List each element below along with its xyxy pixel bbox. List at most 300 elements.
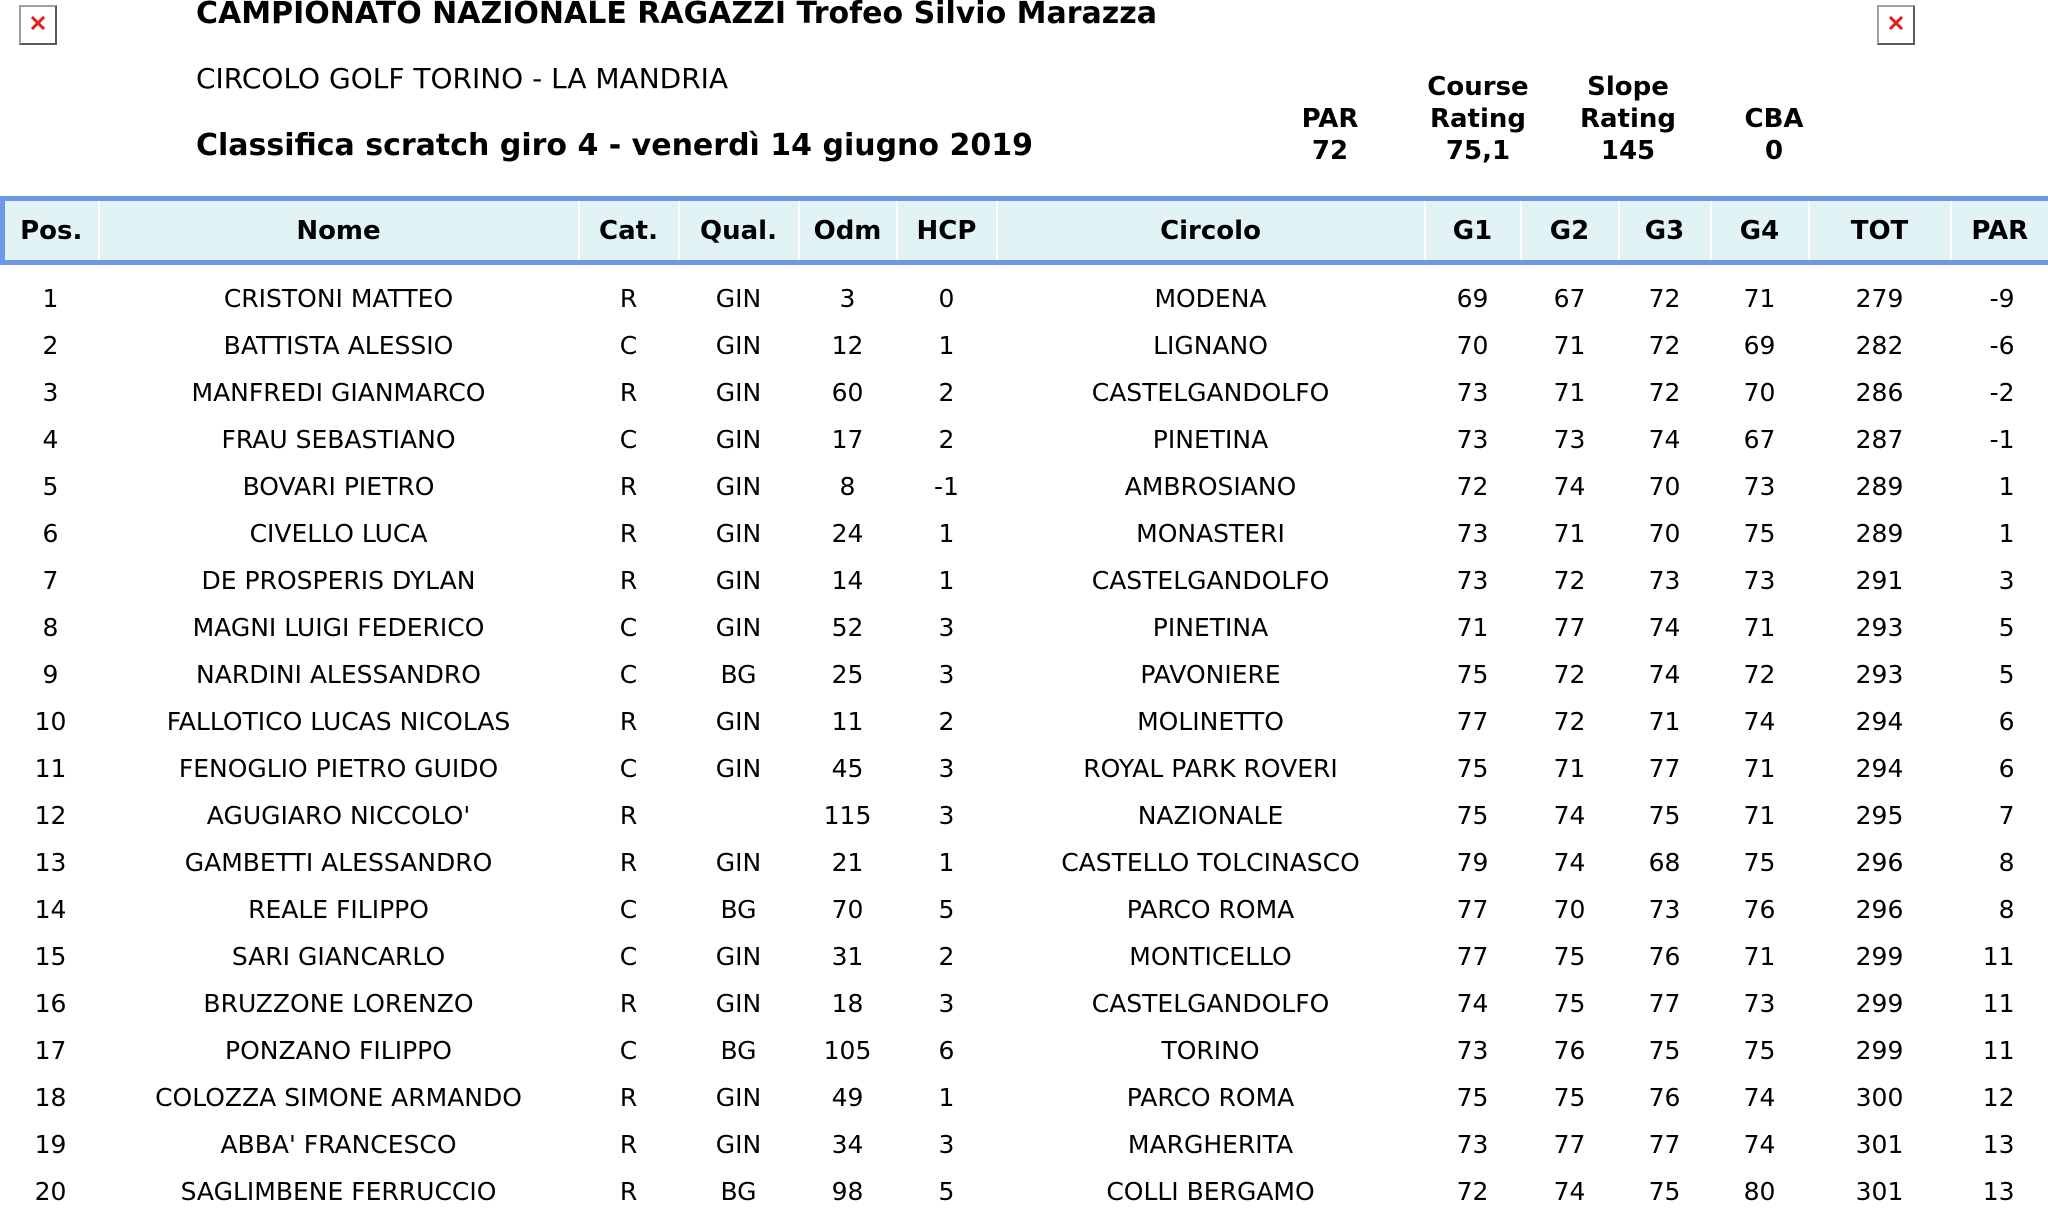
- cell-circolo: CASTELLO TOLCINASCO: [997, 839, 1425, 886]
- cell-pos: 6: [3, 510, 99, 557]
- table-row: [3, 322, 2048, 369]
- cell-cat: R: [579, 839, 679, 886]
- broken-image-icon: [19, 5, 57, 45]
- cell-nome: COLOZZA SIMONE ARMANDO: [99, 1074, 579, 1121]
- cell-g1: 75: [1425, 1074, 1521, 1121]
- cell-g1: 73: [1425, 1027, 1521, 1074]
- cell-g2: 70: [1521, 886, 1619, 933]
- tournament-title: CAMPIONATO NAZIONALE RAGAZZI Trofeo Silvio Marazza: [196, 0, 1157, 32]
- cell-par: 13: [1951, 1121, 2048, 1168]
- cell-cat: C: [579, 1027, 679, 1074]
- cell-g4: 74: [1711, 1121, 1809, 1168]
- cell-pos: 20: [3, 1168, 99, 1215]
- cell-g4: 73: [1711, 557, 1809, 604]
- cell-g3: 70: [1619, 463, 1711, 510]
- cell-cat: R: [579, 1121, 679, 1168]
- table-row: [3, 933, 2048, 980]
- cell-g2: 74: [1521, 839, 1619, 886]
- stat-course-rating-label-1: Course: [1398, 71, 1558, 103]
- cell-g1: 70: [1425, 322, 1521, 369]
- cell-nome: GAMBETTI ALESSANDRO: [99, 839, 579, 886]
- cell-hcp: 3: [897, 792, 997, 839]
- cell-hcp: 3: [897, 604, 997, 651]
- cell-qual: GIN: [679, 604, 799, 651]
- cell-g4: 76: [1711, 886, 1809, 933]
- cell-qual: BG: [679, 651, 799, 698]
- cell-pos: 18: [3, 1074, 99, 1121]
- cell-qual: GIN: [679, 557, 799, 604]
- cell-g1: 75: [1425, 651, 1521, 698]
- cell-hcp: 2: [897, 416, 997, 463]
- cell-g4: 73: [1711, 463, 1809, 510]
- cell-odm: 8: [799, 463, 897, 510]
- stat-par-value: 72: [1250, 135, 1410, 167]
- cell-odm: 14: [799, 557, 897, 604]
- col-header-nome: Nome: [99, 199, 579, 263]
- cell-cat: R: [579, 792, 679, 839]
- cell-g1: 73: [1425, 510, 1521, 557]
- cell-g3: 68: [1619, 839, 1711, 886]
- cell-tot: 289: [1809, 463, 1951, 510]
- col-header-hcp: HCP: [897, 199, 997, 263]
- cell-nome: BOVARI PIETRO: [99, 463, 579, 510]
- cell-pos: 1: [3, 263, 99, 323]
- cell-tot: 293: [1809, 651, 1951, 698]
- cell-nome: FENOGLIO PIETRO GUIDO: [99, 745, 579, 792]
- col-header-g3: G3: [1619, 199, 1711, 263]
- cell-cat: R: [579, 1168, 679, 1215]
- table-row: [3, 745, 2048, 792]
- cell-par: 6: [1951, 745, 2048, 792]
- cell-cat: C: [579, 933, 679, 980]
- table-row: [3, 1027, 2048, 1074]
- cell-par: 11: [1951, 1027, 2048, 1074]
- cell-cat: C: [579, 604, 679, 651]
- cell-nome: MANFREDI GIANMARCO: [99, 369, 579, 416]
- cell-g2: 77: [1521, 604, 1619, 651]
- cell-g3: 72: [1619, 322, 1711, 369]
- cell-tot: 279: [1809, 263, 1951, 323]
- cell-g3: 77: [1619, 1121, 1711, 1168]
- cell-pos: 4: [3, 416, 99, 463]
- cell-g2: 72: [1521, 651, 1619, 698]
- cell-hcp: 0: [897, 263, 997, 323]
- cell-odm: 21: [799, 839, 897, 886]
- cell-odm: 70: [799, 886, 897, 933]
- cell-tot: 294: [1809, 745, 1951, 792]
- cell-odm: 18: [799, 980, 897, 1027]
- cell-g4: 80: [1711, 1168, 1809, 1215]
- col-header-g1: G1: [1425, 199, 1521, 263]
- cell-g3: 74: [1619, 604, 1711, 651]
- results-table: [0, 196, 2048, 1215]
- cell-circolo: CASTELGANDOLFO: [997, 980, 1425, 1027]
- cell-nome: MAGNI LUIGI FEDERICO: [99, 604, 579, 651]
- cell-qual: GIN: [679, 463, 799, 510]
- cell-qual: GIN: [679, 322, 799, 369]
- cell-odm: 12: [799, 322, 897, 369]
- results-body: [3, 263, 2048, 1215]
- cell-qual: GIN: [679, 263, 799, 323]
- cell-cat: R: [579, 369, 679, 416]
- cell-pos: 3: [3, 369, 99, 416]
- cell-circolo: LIGNANO: [997, 322, 1425, 369]
- cell-circolo: CASTELGANDOLFO: [997, 369, 1425, 416]
- col-header-tot: TOT: [1809, 199, 1951, 263]
- cell-g3: 74: [1619, 416, 1711, 463]
- cell-g2: 71: [1521, 369, 1619, 416]
- cell-g2: 76: [1521, 1027, 1619, 1074]
- cell-g3: 72: [1619, 263, 1711, 323]
- cell-pos: 16: [3, 980, 99, 1027]
- broken-image-icon: [1877, 5, 1915, 45]
- cell-tot: 287: [1809, 416, 1951, 463]
- cell-par: 13: [1951, 1168, 2048, 1215]
- cell-par: 11: [1951, 980, 2048, 1027]
- cell-qual: GIN: [679, 416, 799, 463]
- stat-par: [1250, 103, 1410, 167]
- cell-g1: 73: [1425, 416, 1521, 463]
- cell-g3: 70: [1619, 510, 1711, 557]
- cell-g4: 74: [1711, 1074, 1809, 1121]
- table-row: [3, 1074, 2048, 1121]
- cell-tot: 291: [1809, 557, 1951, 604]
- cell-circolo: PARCO ROMA: [997, 886, 1425, 933]
- col-header-cat: Cat.: [579, 199, 679, 263]
- cell-odm: 52: [799, 604, 897, 651]
- cell-par: -2: [1951, 369, 2048, 416]
- cell-g3: 75: [1619, 792, 1711, 839]
- cell-g1: 75: [1425, 792, 1521, 839]
- cell-tot: 299: [1809, 1027, 1951, 1074]
- table-row: [3, 980, 2048, 1027]
- cell-tot: 286: [1809, 369, 1951, 416]
- cell-par: 6: [1951, 698, 2048, 745]
- col-header-pos: Pos.: [3, 199, 99, 263]
- col-header-qual: Qual.: [679, 199, 799, 263]
- cell-tot: 300: [1809, 1074, 1951, 1121]
- cell-cat: C: [579, 886, 679, 933]
- cell-nome: PONZANO FILIPPO: [99, 1027, 579, 1074]
- cell-hcp: 3: [897, 651, 997, 698]
- table-row: [3, 463, 2048, 510]
- stat-slope-rating-label-1: Slope: [1548, 71, 1708, 103]
- cell-odm: 60: [799, 369, 897, 416]
- cell-g2: 72: [1521, 557, 1619, 604]
- cell-pos: 14: [3, 886, 99, 933]
- cell-odm: 49: [799, 1074, 897, 1121]
- cell-tot: 289: [1809, 510, 1951, 557]
- cell-g4: 70: [1711, 369, 1809, 416]
- cell-cat: R: [579, 557, 679, 604]
- cell-par: 7: [1951, 792, 2048, 839]
- cell-par: 1: [1951, 463, 2048, 510]
- cell-hcp: 1: [897, 322, 997, 369]
- cell-g1: 77: [1425, 886, 1521, 933]
- cell-g2: 75: [1521, 933, 1619, 980]
- cell-hcp: 5: [897, 1168, 997, 1215]
- cell-nome: ABBA' FRANCESCO: [99, 1121, 579, 1168]
- cell-g3: 74: [1619, 651, 1711, 698]
- table-row: [3, 651, 2048, 698]
- cell-g3: 77: [1619, 980, 1711, 1027]
- table-row: [3, 263, 2048, 323]
- cell-g1: 77: [1425, 933, 1521, 980]
- cell-pos: 17: [3, 1027, 99, 1074]
- cell-g3: 75: [1619, 1168, 1711, 1215]
- cell-circolo: MONTICELLO: [997, 933, 1425, 980]
- cell-odm: 98: [799, 1168, 897, 1215]
- cell-cat: R: [579, 263, 679, 323]
- cell-qual: GIN: [679, 933, 799, 980]
- cell-g1: 72: [1425, 1168, 1521, 1215]
- cell-odm: 45: [799, 745, 897, 792]
- cell-odm: 105: [799, 1027, 897, 1074]
- cell-nome: DE PROSPERIS DYLAN: [99, 557, 579, 604]
- table-row: [3, 839, 2048, 886]
- table-row: [3, 1121, 2048, 1168]
- cell-g1: 71: [1425, 604, 1521, 651]
- cell-qual: BG: [679, 1027, 799, 1074]
- cell-odm: 17: [799, 416, 897, 463]
- cell-tot: 299: [1809, 980, 1951, 1027]
- cell-hcp: 3: [897, 1121, 997, 1168]
- cell-hcp: 1: [897, 1074, 997, 1121]
- cell-hcp: 1: [897, 839, 997, 886]
- cell-qual: GIN: [679, 839, 799, 886]
- cell-tot: 301: [1809, 1168, 1951, 1215]
- round-subtitle: Classifica scratch giro 4 - venerdì 14 giugno 2019: [196, 128, 1033, 164]
- cell-circolo: AMBROSIANO: [997, 463, 1425, 510]
- cell-hcp: 6: [897, 1027, 997, 1074]
- cell-nome: BATTISTA ALESSIO: [99, 322, 579, 369]
- cell-g2: 71: [1521, 745, 1619, 792]
- table-row: [3, 369, 2048, 416]
- cell-g2: 74: [1521, 463, 1619, 510]
- cell-circolo: MARGHERITA: [997, 1121, 1425, 1168]
- cell-pos: 15: [3, 933, 99, 980]
- cell-qual: GIN: [679, 698, 799, 745]
- cell-nome: CIVELLO LUCA: [99, 510, 579, 557]
- cell-par: 8: [1951, 839, 2048, 886]
- cell-nome: SAGLIMBENE FERRUCCIO: [99, 1168, 579, 1215]
- cell-g3: 71: [1619, 698, 1711, 745]
- cell-cat: R: [579, 1074, 679, 1121]
- stat-course-rating: [1398, 71, 1558, 167]
- cell-g3: 77: [1619, 745, 1711, 792]
- cell-g2: 71: [1521, 322, 1619, 369]
- cell-nome: BRUZZONE LORENZO: [99, 980, 579, 1027]
- cell-cat: R: [579, 698, 679, 745]
- cell-qual: BG: [679, 886, 799, 933]
- cell-hcp: 2: [897, 369, 997, 416]
- cell-circolo: NAZIONALE: [997, 792, 1425, 839]
- cell-g4: 75: [1711, 1027, 1809, 1074]
- stat-slope-rating: [1548, 71, 1708, 167]
- cell-pos: 12: [3, 792, 99, 839]
- cell-nome: AGUGIARO NICCOLO': [99, 792, 579, 839]
- cell-qual: GIN: [679, 1074, 799, 1121]
- cell-qual: GIN: [679, 369, 799, 416]
- cell-g4: 71: [1711, 604, 1809, 651]
- cell-cat: C: [579, 745, 679, 792]
- cell-odm: 25: [799, 651, 897, 698]
- cell-g3: 72: [1619, 369, 1711, 416]
- cell-circolo: COLLI BERGAMO: [997, 1168, 1425, 1215]
- cell-g2: 74: [1521, 792, 1619, 839]
- cell-g4: 67: [1711, 416, 1809, 463]
- cell-g1: 77: [1425, 698, 1521, 745]
- cell-pos: 2: [3, 322, 99, 369]
- cell-cat: C: [579, 651, 679, 698]
- col-header-g4: G4: [1711, 199, 1809, 263]
- cell-tot: 293: [1809, 604, 1951, 651]
- cell-hcp: -1: [897, 463, 997, 510]
- table-row: [3, 604, 2048, 651]
- cell-g3: 76: [1619, 933, 1711, 980]
- stat-cba-label: CBA: [1694, 103, 1854, 135]
- cell-g4: 75: [1711, 839, 1809, 886]
- cell-qual: BG: [679, 1168, 799, 1215]
- cell-pos: 10: [3, 698, 99, 745]
- cell-g4: 72: [1711, 651, 1809, 698]
- cell-g4: 71: [1711, 745, 1809, 792]
- cell-par: -6: [1951, 322, 2048, 369]
- cell-g1: 72: [1425, 463, 1521, 510]
- cell-odm: 31: [799, 933, 897, 980]
- cell-g4: 74: [1711, 698, 1809, 745]
- cell-pos: 19: [3, 1121, 99, 1168]
- table-row: [3, 510, 2048, 557]
- cell-g2: 74: [1521, 1168, 1619, 1215]
- cell-g4: 71: [1711, 792, 1809, 839]
- cell-tot: 301: [1809, 1121, 1951, 1168]
- cell-pos: 9: [3, 651, 99, 698]
- table-header-row: [3, 199, 2048, 263]
- cell-hcp: 2: [897, 933, 997, 980]
- cell-qual: [679, 792, 799, 839]
- cell-odm: 34: [799, 1121, 897, 1168]
- col-header-par: PAR: [1951, 199, 2048, 263]
- cell-tot: 294: [1809, 698, 1951, 745]
- cell-circolo: CASTELGANDOLFO: [997, 557, 1425, 604]
- cell-hcp: 5: [897, 886, 997, 933]
- cell-tot: 296: [1809, 886, 1951, 933]
- cell-pos: 11: [3, 745, 99, 792]
- cell-g1: 75: [1425, 745, 1521, 792]
- cell-circolo: ROYAL PARK ROVERI: [997, 745, 1425, 792]
- cell-g1: 73: [1425, 557, 1521, 604]
- stat-par-label: PAR: [1250, 103, 1410, 135]
- cell-par: 8: [1951, 886, 2048, 933]
- cell-par: 3: [1951, 557, 2048, 604]
- venue-name: CIRCOLO GOLF TORINO - LA MANDRIA: [196, 62, 728, 96]
- cell-hcp: 3: [897, 980, 997, 1027]
- stat-cba: [1694, 103, 1854, 167]
- cell-par: 5: [1951, 651, 2048, 698]
- cell-g3: 76: [1619, 1074, 1711, 1121]
- cell-cat: C: [579, 416, 679, 463]
- table-row: [3, 792, 2048, 839]
- cell-g4: 69: [1711, 322, 1809, 369]
- cell-g3: 73: [1619, 557, 1711, 604]
- cell-circolo: PINETINA: [997, 604, 1425, 651]
- cell-g4: 73: [1711, 980, 1809, 1027]
- cell-g2: 71: [1521, 510, 1619, 557]
- stat-slope-rating-label-2: Rating: [1548, 103, 1708, 135]
- cell-circolo: MONASTERI: [997, 510, 1425, 557]
- table-row: [3, 886, 2048, 933]
- cell-g3: 73: [1619, 886, 1711, 933]
- cell-g1: 73: [1425, 1121, 1521, 1168]
- stat-slope-rating-value: 145: [1548, 135, 1708, 167]
- cell-g4: 71: [1711, 933, 1809, 980]
- cell-g2: 77: [1521, 1121, 1619, 1168]
- cell-tot: 299: [1809, 933, 1951, 980]
- cell-nome: CRISTONI MATTEO: [99, 263, 579, 323]
- cell-nome: SARI GIANCARLO: [99, 933, 579, 980]
- cell-nome: FALLOTICO LUCAS NICOLAS: [99, 698, 579, 745]
- stat-cba-value: 0: [1694, 135, 1854, 167]
- cell-hcp: 1: [897, 510, 997, 557]
- cell-par: 5: [1951, 604, 2048, 651]
- cell-nome: FRAU SEBASTIANO: [99, 416, 579, 463]
- col-header-g2: G2: [1521, 199, 1619, 263]
- cell-circolo: PARCO ROMA: [997, 1074, 1425, 1121]
- cell-qual: GIN: [679, 510, 799, 557]
- cell-cat: R: [579, 510, 679, 557]
- cell-pos: 13: [3, 839, 99, 886]
- stat-course-rating-label-2: Rating: [1398, 103, 1558, 135]
- cell-cat: C: [579, 322, 679, 369]
- cell-tot: 282: [1809, 322, 1951, 369]
- cell-tot: 295: [1809, 792, 1951, 839]
- cell-hcp: 2: [897, 698, 997, 745]
- cell-g1: 74: [1425, 980, 1521, 1027]
- cell-circolo: PINETINA: [997, 416, 1425, 463]
- cell-par: 1: [1951, 510, 2048, 557]
- cell-g1: 69: [1425, 263, 1521, 323]
- cell-par: -1: [1951, 416, 2048, 463]
- cell-circolo: MODENA: [997, 263, 1425, 323]
- cell-g4: 75: [1711, 510, 1809, 557]
- cell-odm: 11: [799, 698, 897, 745]
- cell-pos: 8: [3, 604, 99, 651]
- broken-image-x-glyph: [30, 15, 46, 31]
- cell-qual: GIN: [679, 745, 799, 792]
- cell-g2: 72: [1521, 698, 1619, 745]
- cell-g2: 75: [1521, 1074, 1619, 1121]
- cell-par: 12: [1951, 1074, 2048, 1121]
- cell-g1: 79: [1425, 839, 1521, 886]
- table-row: [3, 557, 2048, 604]
- cell-nome: NARDINI ALESSANDRO: [99, 651, 579, 698]
- cell-g2: 73: [1521, 416, 1619, 463]
- cell-pos: 5: [3, 463, 99, 510]
- cell-odm: 3: [799, 263, 897, 323]
- cell-g4: 71: [1711, 263, 1809, 323]
- cell-circolo: TORINO: [997, 1027, 1425, 1074]
- cell-hcp: 3: [897, 745, 997, 792]
- cell-g3: 75: [1619, 1027, 1711, 1074]
- col-header-circolo: Circolo: [997, 199, 1425, 263]
- cell-cat: R: [579, 463, 679, 510]
- cell-g1: 73: [1425, 369, 1521, 416]
- cell-g2: 67: [1521, 263, 1619, 323]
- cell-qual: GIN: [679, 1121, 799, 1168]
- cell-nome: REALE FILIPPO: [99, 886, 579, 933]
- stat-course-rating-value: 75,1: [1398, 135, 1558, 167]
